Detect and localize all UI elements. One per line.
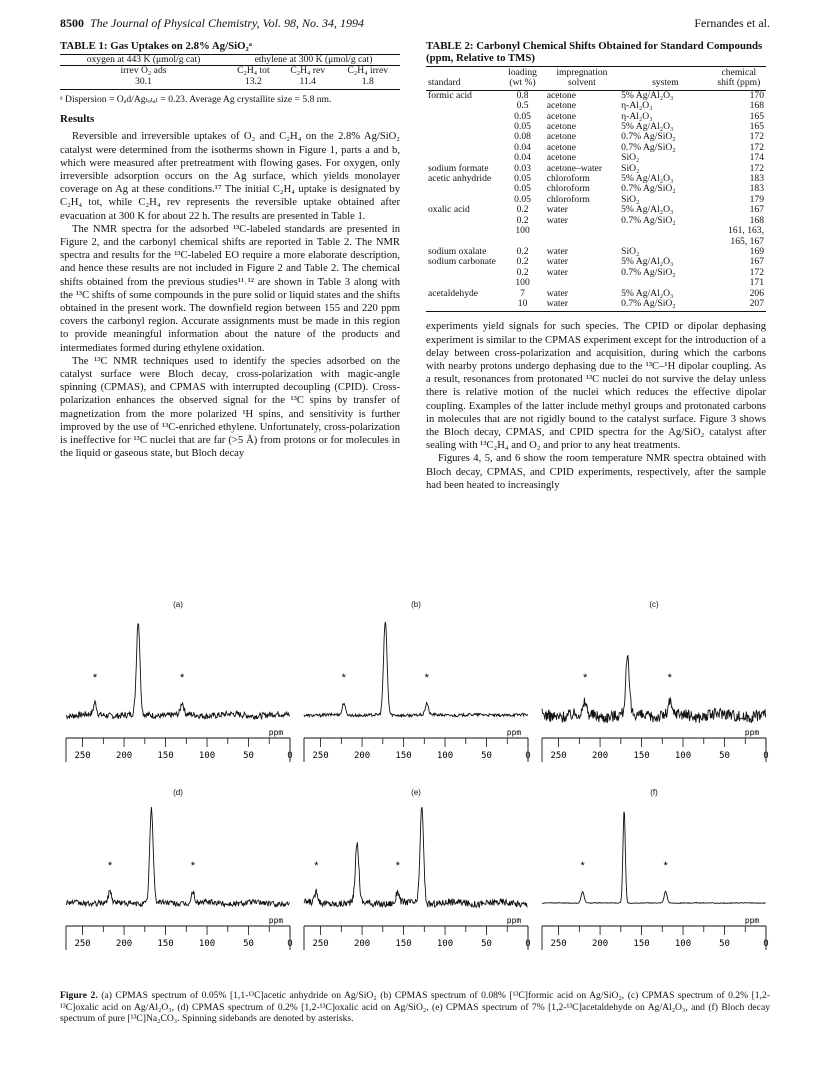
table1-cell: 13.2 [227, 77, 280, 90]
table2-cell: 170 [749, 89, 764, 101]
table2-cell: 167 [749, 256, 764, 268]
sideband-marker: * [180, 672, 185, 684]
table2-cell [426, 226, 500, 247]
table2-cell: 0.7% Ag/SiO₂ [621, 214, 676, 226]
table2-row [426, 143, 766, 153]
table2-cell: acetone [546, 89, 576, 101]
table2-cell: 0.04 [514, 141, 531, 153]
table2-row [426, 257, 766, 267]
table2-cell: acetaldehyde [428, 287, 479, 299]
table2-cell: 172 [749, 162, 764, 174]
table2-cell: 5% Ag/Al₂O₃ [621, 89, 674, 101]
table2-cell: acetone [546, 131, 576, 143]
tick-label: 50 [719, 751, 730, 761]
table1-col-header: C₂H₄ rev [290, 65, 326, 77]
spectrum-plot [298, 788, 534, 958]
axis-unit-label: ppm [744, 728, 760, 737]
tick-label: 200 [591, 939, 609, 949]
table2-cell: 174 [749, 152, 764, 164]
table2-cell [545, 278, 619, 288]
table1-cell: 1.8 [336, 77, 400, 90]
tick-label: 150 [633, 939, 650, 949]
table1 [60, 54, 400, 90]
table2-row [426, 289, 766, 299]
table2-cell: water [546, 287, 568, 299]
tick-label: 50 [481, 751, 492, 761]
spectrum-panel [536, 788, 772, 958]
table2-row [426, 184, 766, 194]
panel-label: (c) [649, 600, 659, 609]
table2-row [426, 90, 766, 101]
spectrum-panel [298, 788, 534, 958]
table2-cell: acetone [546, 141, 576, 153]
table2-cell: 0.03 [514, 162, 531, 174]
table2-cell: 172 [749, 131, 764, 143]
table2-row [426, 195, 766, 205]
table2-cell: SiO₂ [621, 152, 640, 164]
tick-label: 150 [395, 751, 412, 761]
tick-label: 250 [74, 939, 91, 949]
axis-unit-label: ppm [268, 728, 284, 737]
table2-cell: 0.7% Ag/SiO₂ [619, 299, 712, 312]
sideband-marker: * [107, 860, 113, 872]
tick-label: 50 [719, 939, 730, 949]
table1-col-header: irrev O₂ ads [120, 65, 167, 77]
table2-cell: 0.7% Ag/SiO₂ [621, 183, 676, 195]
table2-row [426, 268, 766, 278]
sideband-marker: * [395, 860, 400, 872]
table2-cell: water [546, 204, 568, 216]
table2-row [426, 122, 766, 132]
table2-cell: SiO₂ [621, 245, 640, 257]
table2-cell [619, 278, 712, 288]
panel-label: (f) [650, 788, 658, 797]
sideband-marker: * [190, 860, 196, 872]
table2-row [426, 226, 766, 247]
ppm-axis [66, 926, 293, 950]
table1-group-oxygen: oxygen at 443 K (μmol/g cat) [60, 55, 227, 66]
paragraph: The NMR spectra for the adsorbed ¹³C-labeled standards are presented in Figure 2, and the carbonyl chemical shifts are reported in Table 2. The NMR spectra and results for the ¹³C-labeled EO require a more elaborate description, and hence these results are not included in Figure 2 and Table 2. The chemical shifts obtained from the previous studies¹¹˒¹² are shown in Table 3 along with the ¹³C shifts of some compounds in the pure solid or liquid states and the shifts obtained in the present work. The downfield region between 155 and 220 ppm covers the carbonyl region. Accurate assignments must be made in this region to provide meaningful information about the nature of the products and intermediates formed during ethylene oxidation. [60, 223, 400, 354]
table2-row [426, 112, 766, 122]
table2-cell: 171 [749, 277, 764, 289]
tick-label: 100 [198, 751, 216, 761]
table2-cell: 0.05 [514, 121, 531, 133]
table1-footnote: ᵃ Dispersion = Oₐd/Agₜₒₜₐₗ = 0.23. Average Ag crystallite size = 5.8 nm. [60, 94, 332, 106]
spectrum-panel [60, 600, 296, 770]
table1-col-header: C₂H₄ irrev [347, 65, 389, 77]
table2-row [426, 278, 766, 288]
ppm-axis [542, 738, 769, 762]
tick-label: 0 [763, 939, 769, 949]
panel-label: (a) [173, 600, 183, 609]
table2-cell [426, 143, 500, 153]
table2-header: loading (wt %) [500, 67, 544, 91]
table2-cell: water [546, 256, 568, 268]
figure-caption [60, 990, 770, 1025]
table2-cell: 0.05 [514, 193, 531, 205]
table2-cell [426, 101, 500, 111]
running-header [60, 16, 770, 34]
axis-unit-label: ppm [506, 728, 522, 737]
table2-cell: 168 [749, 100, 764, 112]
table2-cell [426, 216, 500, 226]
panel-label: (d) [173, 788, 183, 797]
table2-caption: TABLE 2: Carbonyl Chemical Shifts Obtained for Standard Compounds (ppm, Relative to TMS) [426, 40, 763, 64]
table2-cell: 168 [749, 214, 764, 226]
table2-cell [426, 278, 500, 288]
sideband-marker: * [583, 672, 588, 684]
spectrum-plot [298, 600, 534, 770]
figure-2 [60, 600, 770, 975]
table2-cell: 183 [749, 183, 764, 195]
spectrum-trace [304, 807, 528, 907]
paragraph: Reversible and irreversible uptakes of O₂ and C₂H₄ on the 2.8% Ag/SiO₂ catalyst were determined from the isotherms shown in Figure 1, parts a and b, which were measured after pretreatment with flowing gases. For oxygen, only irreversible adsorption occurs on the Ag surface, which yields monolayer coverage on Ag at these conditions.¹⁷ The initial C₂H₄ uptake is designated by C₂H₄ tot, while C₂H₄ rev represents the reversible uptake obtained after evacuation at 300 K for about 22 h. The results are presented in Table 1. [60, 131, 400, 222]
tick-label: 150 [633, 751, 650, 761]
tick-label: 250 [74, 751, 91, 761]
table2-cell [426, 122, 500, 132]
table2-cell: η-Al₂O₃ [621, 100, 653, 112]
table2-cell: 5% Ag/Al₂O₃ [621, 173, 674, 185]
table2-cell [619, 226, 712, 247]
table2-cell: 10 [500, 299, 544, 312]
paragraph: Figures 4, 5, and 6 show the room temperature NMR spectra obtained with Bloch decay, CPMAS, and CPID experiments, respectively, after the sample had been heated to increasingly [426, 453, 766, 491]
table2-cell: sodium formate [428, 162, 489, 174]
tick-label: 100 [436, 939, 454, 949]
table2-cell [426, 112, 500, 122]
table2-header: chemical shift (ppm) [712, 67, 766, 91]
sideband-marker: * [580, 860, 585, 872]
table2-cell: 0.2 [516, 256, 529, 268]
table2-cell: 0.7% Ag/SiO₂ [621, 141, 676, 153]
table2-header: impregnation solvent [545, 67, 619, 91]
table1-cell: 30.1 [60, 77, 227, 90]
sideband-marker: * [424, 672, 429, 684]
figure-caption-label: Figure 2. [60, 990, 98, 1001]
table2-header: standard [426, 67, 500, 91]
ppm-axis [304, 926, 531, 950]
table2-cell: 0.04 [514, 152, 531, 164]
ppm-axis [304, 738, 531, 762]
spectrum-plot [536, 788, 772, 958]
figure-caption-text: (a) CPMAS spectrum of 0.05% [1,1-¹³C]acetic anhydride on Ag/SiO₂ (b) CPMAS spectrum of 0.08% [¹³C]formic acid on Ag/SiO₂, (c) CPMAS spectrum of 0.2% [1,2-¹³C]oxalic acid on Ag/Al₂O₃, (d) CPMAS spectrum of 0.2% [1,2-¹³C]oxalic acid on Ag/SiO₂, (e) CPMAS spectrum of 7% [1,2-¹³C]acetaldehyde on Ag/Al₂O₃, and (f) Bloch decay spectrum of pure [¹³C]Na₂CO₃. Spinning sidebands are denoted by asterisks. [60, 990, 770, 1025]
ppm-axis [66, 738, 293, 762]
table2-cell: SiO₂ [621, 193, 640, 205]
table2-cell: η-Al₂O₃ [621, 110, 653, 122]
table2-cell: sodium oxalate [428, 245, 487, 257]
tick-label: 250 [550, 751, 567, 761]
sideband-marker: * [341, 672, 346, 684]
table2-cell: water [546, 266, 568, 278]
table2-cell: acetic anhydride [428, 173, 492, 185]
table2-cell: formic acid [428, 89, 472, 101]
ppm-axis [542, 926, 769, 950]
table2-cell: 169 [749, 245, 764, 257]
spectrum-trace [542, 656, 766, 723]
table2-cell: 0.2 [516, 245, 529, 257]
table2-cell: 5% Ag/Al₂O₃ [621, 121, 674, 133]
spectrum-panel [60, 788, 296, 958]
table2-row [426, 216, 766, 226]
panel-label: (e) [411, 788, 421, 797]
sideband-marker: * [667, 672, 672, 684]
axis-unit-label: ppm [744, 916, 760, 925]
table2-row [426, 299, 766, 312]
table1-col-header: C₂H₄ tot [237, 65, 270, 77]
tick-label: 50 [243, 939, 254, 949]
table2-cell: chloroform [546, 193, 590, 205]
table2-cell: chloroform [546, 183, 590, 195]
table2-cell: 5% Ag/Al₂O₃ [621, 256, 674, 268]
table1-caption: TABLE 1: Gas Uptakes on 2.8% Ag/SiO₂ᵃ [60, 40, 252, 52]
paragraph: The ¹³C NMR techniques used to identify the species adsorbed on the catalyst surface were Bloch decay, cross-polarization with magic-angle spinning (CPMAS), and CPMAS with interrupted decoupling (CPID). Cross-polarization enhances the observed signal for the ¹³C spins by transfer of magnetization from the more polarized ¹H spins, and sensitivity is further improved by the use of ¹³C-enriched ethylene. Unfortunately, cross-polarization is ineffective for ¹³C nuclei that are far (>5 Å) from protons or for molecules in the liquid or gaseous state, but Bloch decay [60, 355, 400, 460]
tick-label: 0 [287, 751, 293, 761]
table2-cell: 0.8 [516, 89, 529, 101]
spectrum-plot [60, 600, 296, 770]
table2-cell: 161, 163, 165, 167 [728, 225, 764, 247]
tick-label: 250 [312, 751, 329, 761]
table2-cell: 5% Ag/Al₂O₃ [621, 204, 674, 216]
axis-unit-label: ppm [268, 916, 284, 925]
spectrum-trace [66, 807, 290, 907]
table2-cell: water [545, 299, 619, 312]
sideband-marker: * [92, 672, 98, 684]
spectrum-panel [536, 600, 772, 770]
table2-cell: chloroform [546, 173, 590, 185]
table2-cell: SiO₂ [621, 162, 640, 174]
table2-cell: 183 [749, 173, 764, 185]
table2-cell [426, 268, 500, 278]
table2-cell: 165 [749, 121, 764, 133]
left-column [60, 40, 400, 461]
page-number: 8500 [60, 16, 84, 30]
tick-label: 200 [353, 751, 371, 761]
paragraph: experiments yield signals for such species. The CPID or dipolar dephasing experiment is similar to the CPMAS experiment except for the introduction of a delay between cross-polarization and acquisition, during which the carbons with nearby protons undergo dephasing due to the ¹³C–¹H dipolar coupling. As a result, resonances from protonated ¹³C nuclei do not survive the delay unless there is relative motion of the nuclei which reduces the effective dipolar coupling. Examples of the latter include methyl groups and protonated carbons in molecules that are not rigidly bound to the catalyst surface. Figure 3 shows the Bloch decay, CPMAS, and CPID spectra for the Ag/SiO₂ catalyst after sealing with ¹³C₂H₄ and O₂ and prior to any heat treatments. [426, 321, 766, 452]
tick-label: 150 [395, 939, 412, 949]
tick-label: 200 [591, 751, 609, 761]
table2-cell: 0.2 [516, 204, 529, 216]
tick-label: 100 [436, 751, 454, 761]
tick-label: 0 [525, 939, 531, 949]
table2-cell: 100 [515, 277, 530, 289]
table2-cell: 165 [749, 110, 764, 122]
tick-label: 200 [353, 939, 371, 949]
spectrum-panel [298, 600, 534, 770]
table2-cell: 206 [749, 287, 764, 299]
tick-label: 0 [525, 751, 531, 761]
sideband-marker: * [663, 860, 668, 872]
table2-cell: water [546, 245, 568, 257]
table2-cell [426, 132, 500, 142]
table2-cell: 0.2 [516, 214, 529, 226]
table2-cell: oxalic acid [428, 204, 470, 216]
table2-cell: 207 [712, 299, 766, 312]
table2-cell: 0.05 [514, 173, 531, 185]
table2-cell: water [546, 214, 568, 226]
table2-cell: 167 [749, 204, 764, 216]
table2-cell: 0.7% Ag/SiO₂ [621, 266, 676, 278]
spectrum-trace [66, 624, 290, 719]
tick-label: 150 [157, 751, 174, 761]
axis-unit-label: ppm [506, 916, 522, 925]
journal-citation: The Journal of Physical Chemistry, Vol. 98, No. 34, 1994 [90, 16, 364, 30]
panel-label: (b) [411, 600, 421, 609]
tick-label: 50 [481, 939, 492, 949]
table2-cell: 7 [520, 287, 525, 299]
table2-cell: acetone [546, 121, 576, 133]
table2-header: system [619, 67, 712, 91]
table2-cell: 179 [749, 193, 764, 205]
table2-row [426, 174, 766, 184]
tick-label: 0 [287, 939, 293, 949]
sideband-marker: * [314, 860, 319, 872]
table2-cell: 0.08 [514, 131, 531, 143]
tick-label: 250 [550, 939, 567, 949]
author-line: Fernandes et al. [694, 16, 770, 30]
tick-label: 50 [243, 751, 254, 761]
table1-cell: 11.4 [280, 77, 336, 90]
table2-row [426, 132, 766, 142]
tick-label: 200 [115, 751, 133, 761]
tick-label: 100 [198, 939, 216, 949]
table2-cell: 0.7% Ag/SiO₂ [621, 131, 676, 143]
tick-label: 100 [674, 751, 692, 761]
table2-cell: 0.2 [516, 266, 529, 278]
table2-cell: 172 [749, 141, 764, 153]
table2-cell: 100 [515, 225, 530, 237]
spectrum-trace [542, 812, 766, 904]
table2-cell [426, 184, 500, 194]
table2-cell: 5% Ag/Al₂O₃ [621, 287, 674, 299]
spectrum-plot [536, 600, 772, 770]
tick-label: 0 [763, 751, 769, 761]
table2-cell: sodium carbonate [428, 256, 496, 268]
table2-row [426, 205, 766, 215]
table1-group-ethylene: ethylene at 300 K (μmol/g cat) [227, 55, 400, 66]
table2-cell: acetone [546, 110, 576, 122]
tick-label: 150 [157, 939, 174, 949]
table2-cell: acetone [546, 152, 576, 164]
table2-row [426, 101, 766, 111]
table2-cell: acetone–water [546, 162, 603, 174]
right-column [426, 40, 766, 492]
table2-cell: acetone [546, 100, 576, 112]
tick-label: 100 [674, 939, 692, 949]
results-heading: Results [60, 113, 95, 126]
table2-cell: 0.5 [516, 100, 529, 112]
spectrum-plot [60, 788, 296, 958]
table2-cell: 0.05 [514, 110, 531, 122]
table2 [426, 66, 766, 312]
table2-cell [545, 226, 619, 247]
table2-cell: 172 [749, 266, 764, 278]
tick-label: 250 [312, 939, 329, 949]
spectrum-trace [304, 622, 528, 717]
table2-cell [426, 299, 500, 312]
tick-label: 200 [115, 939, 133, 949]
table2-cell: 0.05 [514, 183, 531, 195]
